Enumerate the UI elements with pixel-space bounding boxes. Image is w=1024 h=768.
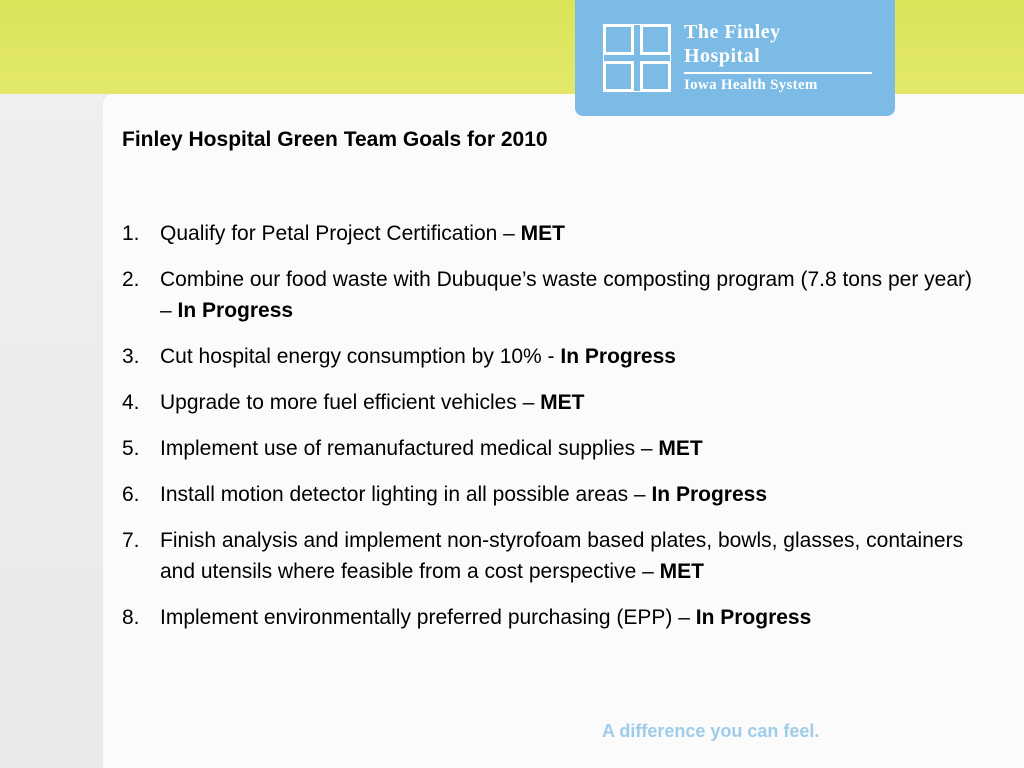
goal-text: Finish analysis and implement non-styrofoam based plates, bowls, glasses, containers and utensils where feasible from a cost perspective – [160,529,964,583]
goal-text: Upgrade to more fuel efficient vehicles – [160,391,541,414]
goal-item [122,525,982,587]
goal-text: Cut hospital energy consumption by 10% - [160,345,561,368]
logo-name-line1: The Finley [684,21,781,43]
goal-number: 2. [122,268,140,291]
goal-item [122,387,982,418]
goal-status: In Progress [695,606,812,629]
goal-status: MET [658,437,703,460]
logo-system-name: Iowa Health System [684,77,818,93]
goals-list [122,218,982,648]
goal-text: Install motion detector lighting in all possible areas – [160,483,652,506]
goal-status: MET [540,391,585,414]
goal-status: MET [520,222,565,245]
goal-item [122,218,982,249]
goal-number: 8. [122,606,140,629]
goal-item [122,264,982,326]
goal-status: MET [659,560,704,583]
goal-number: 5. [122,437,140,460]
goal-status: In Progress [560,345,676,368]
goal-number: 4. [122,391,140,414]
tagline: A difference you can feel. [602,721,820,741]
goal-text: Qualify for Petal Project Certification – [160,222,521,245]
goal-number: 3. [122,345,140,368]
goal-number: 7. [122,529,140,552]
goal-item [122,602,982,633]
left-gutter [0,94,103,768]
goal-item [122,479,982,510]
hospital-logo [575,0,895,116]
goal-status: In Progress [177,299,294,322]
goal-text: Combine our food waste with Dubuque’s waste composting program (7.8 tons per year) – [160,268,973,322]
cross-logo-icon [603,24,671,92]
logo-divider [684,72,872,74]
goal-item [122,341,982,372]
goal-status: In Progress [651,483,767,506]
goal-text: Implement use of remanufactured medical supplies – [160,437,659,460]
goal-number: 6. [122,483,140,506]
goal-item [122,433,982,464]
goal-text: Implement environmentally preferred purchasing (EPP) – [160,606,696,629]
logo-name-line2: Hospital [684,45,761,67]
page-title: Finley Hospital Green Team Goals for 2010 [122,128,548,151]
goal-number: 1. [122,222,140,245]
